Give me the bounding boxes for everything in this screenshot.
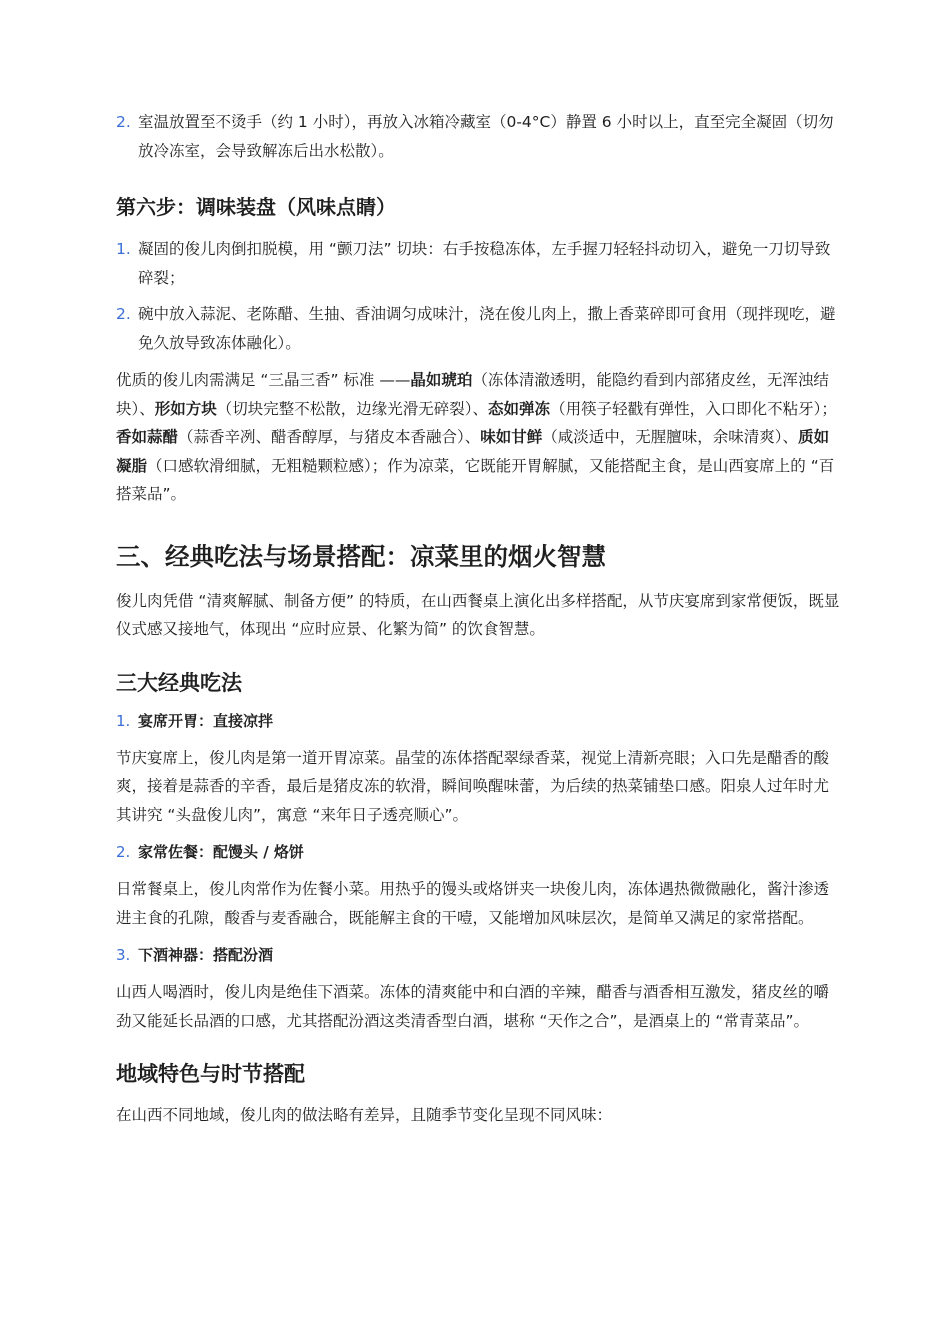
method-title [116,839,840,865]
regional-intro: 在山西不同地域，俊儿肉的做法略有差异，且随季节变化呈现不同风味： [116,1106,613,1124]
quality-desc: （用筷子轻戳有弹性，入口即化不粘牙）； [550,399,837,418]
quality-intro: 优质的俊儿肉需满足 “三晶三香” 标准 —— [116,371,411,389]
method-paragraph: 节庆宴席上，俊儿肉是第一道开胃凉菜。晶莹的冻体搭配翠绿香菜，视觉上清新亮眼；入口先是醋香的酸爽，接着是蒜香的辛香，最后是猪皮冻的软滑，瞬间唤醒味蕾，为后续的热菜铺垫口感。阳泉人过年时尤其讲究 “头盘俊儿肉”，寓意 “来年日子透亮顺心”。 [116,748,830,824]
step6-list [116,235,840,358]
list-item-text: 碗中放入蒜泥、老陈醋、生抽、香油调匀成味汁，浇在俊儿肉上，撒上香菜碎即可食用（现拌现吃，避免久放导致冻体融化）。 [138,305,836,352]
method-title [116,942,840,968]
method-title-text: 宴席开胃：直接凉拌 [138,711,274,730]
method-number: 1. [116,711,131,730]
quality-term: 味如甘鲜 [480,428,543,446]
list-item-text: 凝固的俊儿肉倒扣脱模，用 “颤刀法” 切块：右手按稳冻体，左手握刀轻轻抖动切入，避免一刀切导致碎裂； [138,240,831,287]
list-number: 1. [116,240,131,258]
list-number: 2. [116,305,131,323]
method-number: 2. [116,843,131,861]
regional-heading: 地域特色与时节搭配 [116,1062,305,1086]
method-number: 3. [116,946,131,964]
quality-term: 香如蒜醋 [116,428,179,446]
section3-intro: 俊儿肉凭借 “清爽解腻、制备方便” 的特质，在山西餐桌上演化出多样搭配，从节庆宴席到家常便饭，既显仪式感又接地气，体现出 “应时应景、化繁为简” 的饮食智慧。 [116,591,840,638]
list-item [116,108,840,166]
quality-desc: （咸淡适中，无腥膻味，余味清爽）、 [542,428,799,446]
section3-heading: 三、经典吃法与场景搭配：凉菜里的烟火智慧 [116,541,606,571]
quality-term: 形如方块 [154,399,217,418]
quality-desc: （冻体清澈透明，能隐约看到内部猪皮丝，无浑浊结块）、 [116,371,829,418]
quality-term: 态如弹冻 [488,399,551,418]
document-body [116,108,840,1130]
methods-heading: 三大经典吃法 [116,670,242,695]
method-title [116,708,840,734]
method-paragraph: 日常餐桌上，俊儿肉常作为佐餐小菜。用热乎的馒头或烙饼夹一块俊儿肉，冻体遇热微微融化，酱汁渗透进主食的孔隙，酸香与麦香融合，既能解主食的干噎，又能增加风味层次，是简单又满足的家常搭配。 [116,880,830,927]
list-item-text: 室温放置至不烫手（约 1 小时），再放入冰箱冷藏室（0-4°C）静置 6 小时以上，直至完全凝固（切勿放冷冻室，会导致解冻后出水松散）。 [138,113,834,160]
list-item [116,235,840,293]
quality-desc: （切块完整不松散，边缘光滑无碎裂）、 [216,399,489,418]
quality-term: 质如凝脂 [116,428,830,475]
method-title-text: 家常佐餐：配馒头 / 烙饼 [138,843,304,861]
cooling-step-list [116,108,840,166]
list-item [116,300,840,358]
quality-paragraph [116,366,840,509]
list-number: 2. [116,113,131,131]
method-paragraph: 山西人喝酒时，俊儿肉是绝佳下酒菜。冻体的清爽能中和白酒的辛辣，醋香与酒香相互激发，猪皮丝的嚼劲又能延长品酒的口感，尤其搭配汾酒这类清香型白酒，堪称 “天作之合”，是酒桌上的 “常青菜品”。 [116,983,830,1030]
quality-term: 晶如琥珀 [410,371,473,389]
step6-heading: 第六步：调味装盘（风味点睛） [116,195,396,219]
quality-desc: （蒜香辛冽、醋香醇厚，与猪皮本香融合）、 [178,428,481,446]
method-title-text: 下酒神器：搭配汾酒 [138,946,274,964]
quality-desc: （口感软滑细腻，无粗糙颗粒感）；作为凉菜，它既能开胃解腻，又能搭配主食，是山西宴席上的 “百搭菜品”。 [116,456,835,503]
